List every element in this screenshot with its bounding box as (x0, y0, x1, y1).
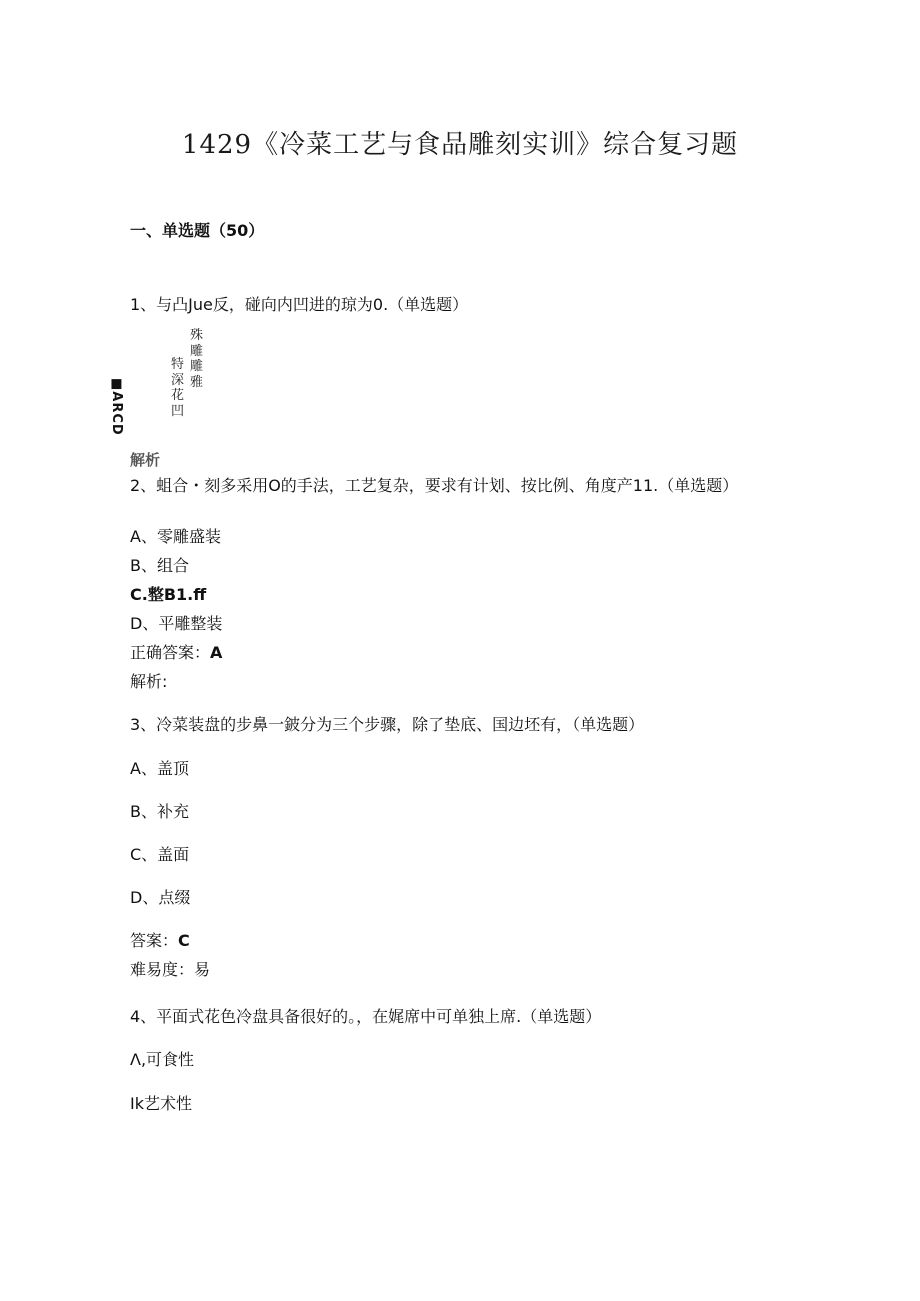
question-3-answer-label: 答案： (130, 931, 179, 950)
question-2-number: 2、 (130, 476, 157, 495)
question-2-answer-value: A (210, 643, 223, 662)
question-3-option-c: C、盖面 (130, 845, 190, 864)
question-3-answer (130, 928, 190, 951)
question-2-answer (130, 640, 222, 663)
question-4-option-a: Λ,可食性 (130, 1050, 195, 1069)
question-2-option-a: A、零雕盛装 (130, 527, 221, 546)
question-2-option-b: B、组合 (130, 556, 189, 575)
section-heading: 一、单选题（50） (130, 221, 265, 240)
question-3-option-b: B、补充 (130, 802, 189, 821)
question-3-option-a: A、盖顶 (130, 759, 189, 778)
question-3-answer-value: C (178, 931, 190, 950)
question-1-option-column-2: 殊雕雕雅 (190, 328, 204, 390)
question-2-line (130, 473, 738, 496)
question-3-difficulty: 难易度：易 (130, 960, 211, 979)
question-1-text: 1、与凸Jue反，碰向内凹进的琼为0.（单选题） (130, 295, 469, 314)
question-2-option-c: C.整B1.ff (130, 585, 207, 604)
question-1-rotated-options: ■ARCD (109, 378, 124, 436)
question-1-option-column-1: 特深花凹 (171, 357, 185, 419)
question-2-option-d: D、平雕整装 (130, 614, 223, 633)
question-2-text: 蛆合・刻多采用O的手法，工艺复杂，要求有计划、按比例、角度产11.（单选题） (156, 476, 739, 495)
question-4-option-b: Ik艺术性 (130, 1094, 192, 1113)
question-2-answer-label: 正确答案： (130, 643, 211, 662)
question-2-analysis: 解析: (130, 672, 168, 691)
question-3-option-d: D、点缀 (130, 888, 191, 907)
question-4-text: 4、平面式花色冷盘具备很好的。，在娓席中可单独上席.（单选题） (130, 1007, 602, 1026)
question-1-analysis: 解析 (130, 451, 161, 469)
document-title: 1429《冷菜工艺与食品雕刻实训》综合复习题 (181, 130, 739, 160)
question-3-text: 3、冷菜装盘的步鼻一鈹分为三个步骤，除了垫底、国边坯有，（单选题） (130, 715, 645, 734)
